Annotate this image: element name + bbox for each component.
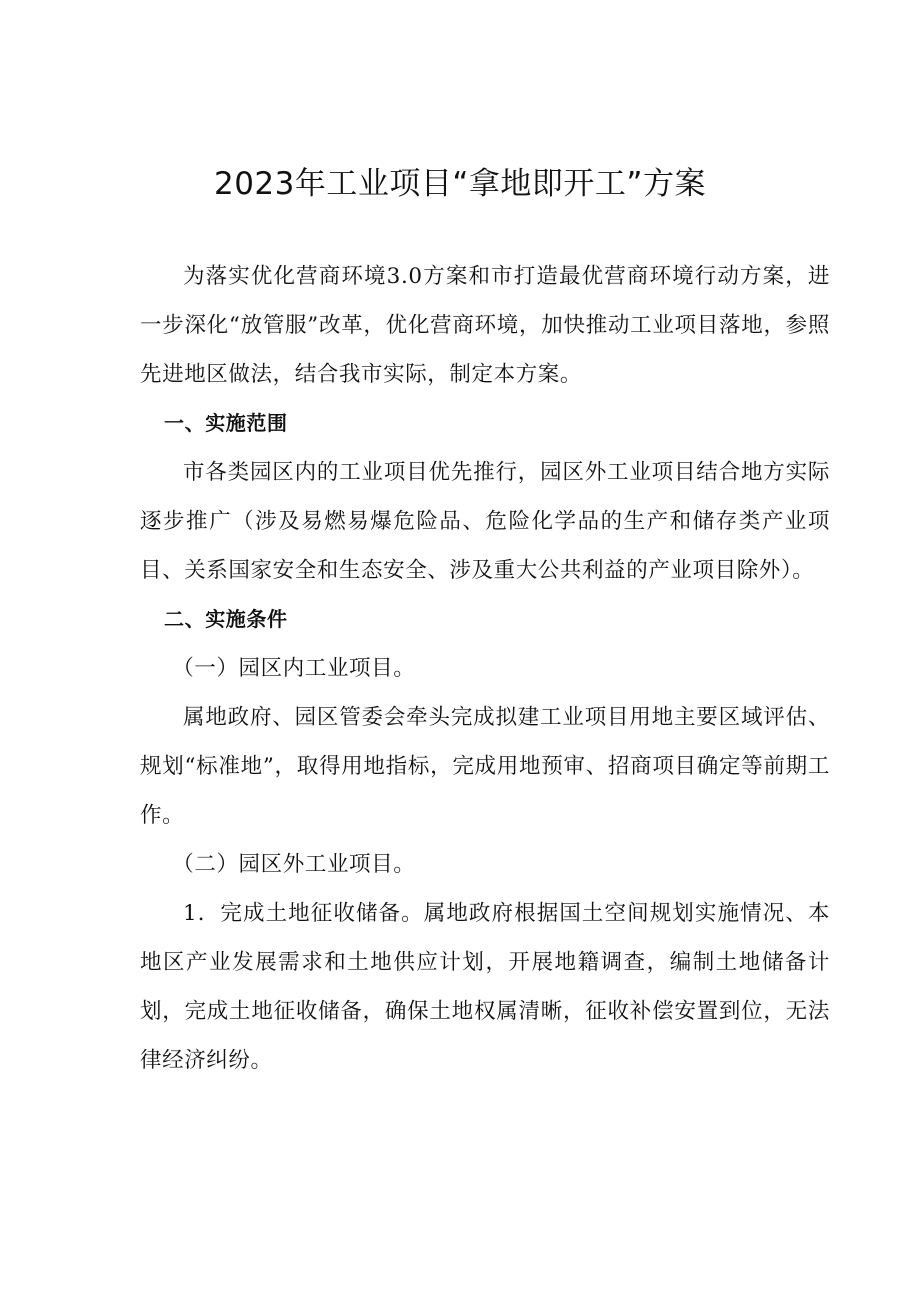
document-body bbox=[140, 252, 830, 1085]
scope-paragraph: 市各类园区内的工业项目优先推行，园区外工业项目结合地方实际逐步推广（涉及易燃易爆危险品、危险化学品的生产和储存类产业项目、关系国家安全和生态安全、涉及重大公共利益的产业项目除外）。 bbox=[140, 460, 830, 583]
subheading-in-park: （一）园区内工业项目。 bbox=[172, 656, 416, 681]
section-heading-conditions: 二、实施条件 bbox=[164, 607, 288, 631]
subheading-out-park: （二）园区外工业项目。 bbox=[172, 852, 416, 877]
in-park-paragraph: 属地政府、园区管委会牵头完成拟建工业项目用地主要区域评估、规划“标准地”，取得用地指标，完成用地预审、招商项目确定等前期工作。 bbox=[140, 705, 830, 828]
document-title: 2023年工业项目“拿地即开工”方案 bbox=[213, 166, 706, 202]
out-park-item-1: 1．完成土地征收储备。属地政府根据国土空间规划实施情况、本地区产业发展需求和土地供应计划，开展地籍调查，编制土地储备计划，完成土地征收储备，确保土地权属清晰，征收补偿安置到位，无法律经济纠纷。 bbox=[140, 901, 830, 1073]
intro-paragraph: 为落实优化营商环境3.0方案和市打造最优营商环境行动方案，进一步深化“放管服”改革，优化营商环境，加快推动工业项目落地，参照先进地区做法，结合我市实际，制定本方案。 bbox=[140, 264, 830, 387]
section-heading-scope: 一、实施范围 bbox=[164, 411, 288, 435]
